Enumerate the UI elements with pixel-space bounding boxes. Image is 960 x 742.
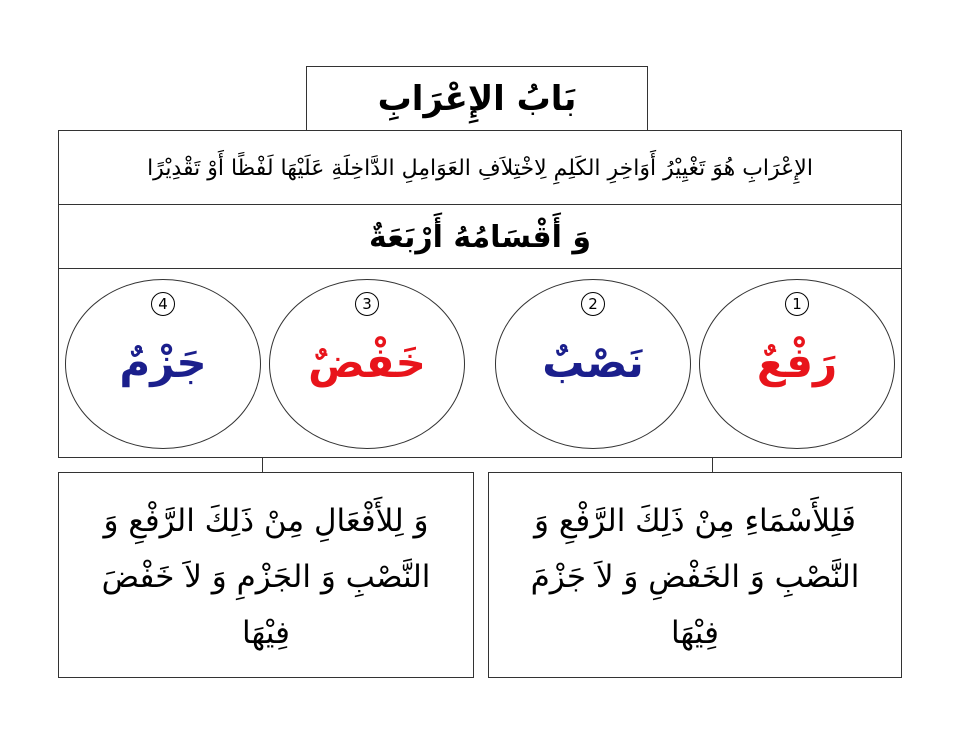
- nouns-box: [488, 472, 902, 678]
- category-circle-2: [495, 279, 691, 449]
- nouns-text: فَلِلأَسْمَاءِ مِنْ ذَلِكَ الرَّفْعِ وَ النَّصْبِ وَ الخَفْضِ وَ لاَ جَزْمَ فِيْهَا: [530, 503, 860, 651]
- category-circle-1: [699, 279, 895, 449]
- category-label-2: نَصْبٌ: [542, 338, 644, 387]
- category-label-3: خَفْضٌ: [308, 338, 426, 387]
- category-number-3: 3: [355, 292, 379, 316]
- categories-box: [58, 268, 902, 458]
- divisions-text: وَ أَقْسَامُهُ أَرْبَعَةٌ: [369, 219, 591, 255]
- category-label-1: رَفْعٌ: [756, 338, 838, 387]
- category-circle-4: [65, 279, 261, 449]
- connector-left: [262, 457, 263, 473]
- page-title: [306, 66, 648, 132]
- definition-box: [58, 130, 902, 206]
- connector-right: [712, 457, 713, 473]
- category-number-1: 1: [785, 292, 809, 316]
- definition-text: الإِعْرَابِ هُوَ تَغْيِيْرُ أَوَاخِرِ الكَلِمِ لِاخْتِلاَفِ العَوَامِلِ الدَّاخِلَةِ عَلَيْهَا لَفْظًا أَوْ تَقْدِيْرًا: [147, 155, 813, 181]
- category-number-2: 2: [581, 292, 605, 316]
- category-circle-3: [269, 279, 465, 449]
- verbs-box: [58, 472, 474, 678]
- divisions-box: [58, 204, 902, 270]
- title-text: بَابُ الإِعْرَابِ: [377, 79, 577, 119]
- verbs-text: وَ لِلأَفْعَالِ مِنْ ذَلِكَ الرَّفْعِ وَ النَّصْبِ وَ الجَزْمِ وَ لاَ خَفْضَ فِيْهَا: [101, 503, 431, 651]
- category-label-4: جَزْمٌ: [119, 338, 207, 387]
- category-number-4: 4: [151, 292, 175, 316]
